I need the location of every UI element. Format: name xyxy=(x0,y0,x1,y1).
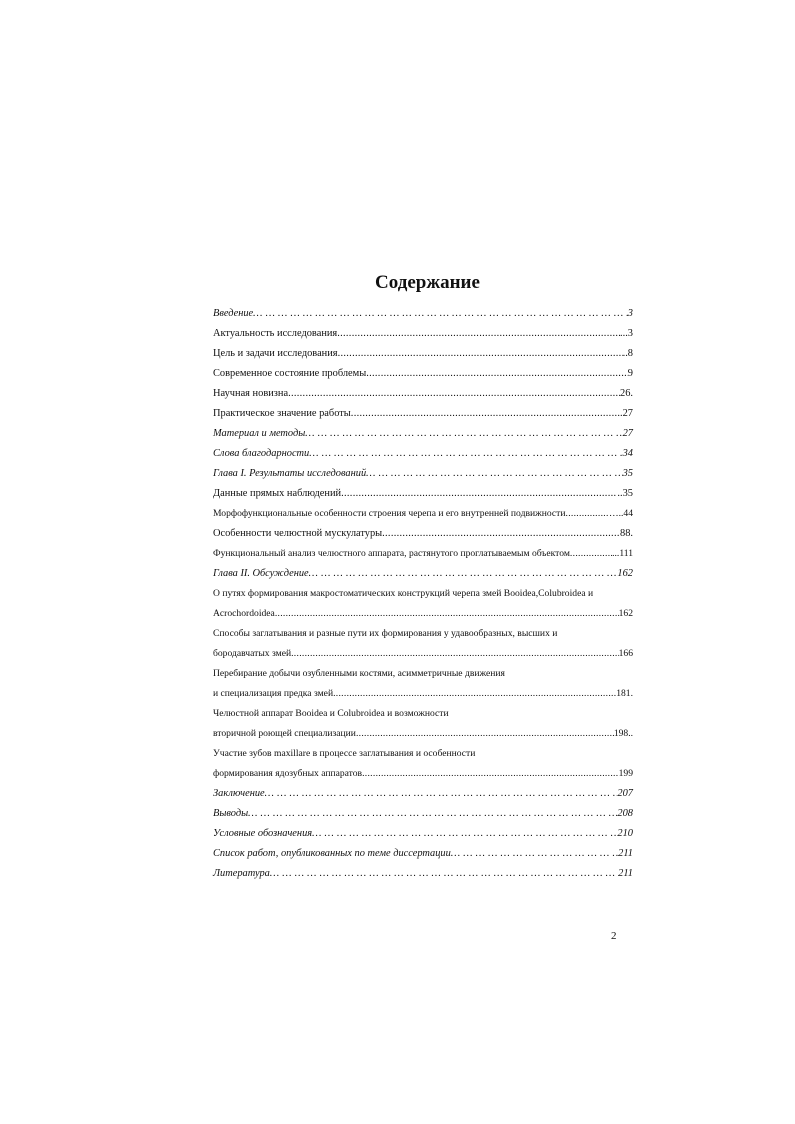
toc-entry-page: 210 xyxy=(617,828,633,839)
toc-leader xyxy=(309,564,618,584)
toc-entry xyxy=(213,504,633,524)
toc-entry xyxy=(213,644,633,664)
toc-entry xyxy=(213,544,633,564)
toc-entry-title: Материал и методы xyxy=(213,428,306,439)
toc-entry-page: 181. xyxy=(616,688,633,699)
toc-entry-title: Список работ, опубликованных по теме диссертации xyxy=(213,848,451,859)
toc-entry-title: Условные обозначения xyxy=(213,828,313,839)
toc-entry xyxy=(213,844,633,864)
toc-entry-title: Актуальность исследования xyxy=(213,328,338,339)
toc-entry-title: вторичной роющей специализации xyxy=(213,728,356,739)
toc-entry xyxy=(213,324,633,344)
toc-entry-title: и специализация предка змей xyxy=(213,688,334,699)
toc-leader xyxy=(309,444,622,464)
toc-entry-page: ...3 xyxy=(620,328,633,339)
toc-entry-title: Введение xyxy=(213,308,254,319)
toc-leader xyxy=(275,604,619,624)
toc-leader xyxy=(338,344,623,364)
toc-leader xyxy=(366,464,622,484)
toc-leader xyxy=(253,304,628,324)
toc-leader xyxy=(366,364,628,384)
toc-entry-title: Заключение xyxy=(213,788,265,799)
page-number: 2 xyxy=(611,930,617,942)
toc-entry-title: Практическое значение работы xyxy=(213,408,351,419)
toc-entry xyxy=(213,384,633,404)
toc-leader xyxy=(291,644,619,664)
toc-entry-page: ..35 xyxy=(617,488,633,499)
toc-entry xyxy=(213,764,633,784)
toc-entry xyxy=(213,404,633,424)
toc-entry xyxy=(213,424,633,444)
toc-entry-page: 9 xyxy=(627,368,633,379)
toc-entry xyxy=(213,484,633,504)
toc-entry-line: Способы заглатывания и разные пути их формирования у удавообразных, высших и xyxy=(213,628,558,639)
toc-entry-page: ..8 xyxy=(622,348,633,359)
toc-entry xyxy=(213,444,633,464)
toc-entry-title: Выводы xyxy=(213,808,249,819)
toc-entry-page: 166 xyxy=(618,648,633,659)
toc-entry-page: 35 xyxy=(622,468,633,479)
toc-leader xyxy=(248,804,617,824)
toc-entry-page: 207 xyxy=(617,788,633,799)
toc-leader xyxy=(382,524,620,544)
toc-entry-line: Перебирание добычи озубленными костями, асимметричные движения xyxy=(213,668,505,679)
toc-entry-page: 26. xyxy=(620,388,633,399)
toc-entry-title: Литература xyxy=(213,868,270,879)
toc-entry xyxy=(213,724,633,744)
toc-leader xyxy=(288,384,620,404)
toc-entry xyxy=(213,304,633,324)
toc-leader xyxy=(451,844,618,864)
toc-entry-page: 208 xyxy=(617,808,633,819)
toc-entry-title: Научная новизна xyxy=(213,388,289,399)
toc-entry-page: ..27 xyxy=(617,408,633,419)
toc-entry xyxy=(213,364,633,384)
toc-entry-title: Acrochordoidea xyxy=(213,608,275,619)
toc-entry xyxy=(213,604,633,624)
toc-entry xyxy=(213,464,633,484)
toc-entry-page: 34 xyxy=(622,448,633,459)
toc-entry-title: Особенности челюстной мускулатуры xyxy=(213,528,383,539)
toc-leader xyxy=(270,864,618,884)
toc-entry xyxy=(213,804,633,824)
toc-leader xyxy=(570,544,612,564)
toc-entry xyxy=(213,824,633,844)
toc-leader xyxy=(351,404,618,424)
toc-entry-page: 198.. xyxy=(613,728,633,739)
toc-entry-title: бородавчатых змей xyxy=(213,648,292,659)
toc-entry-page: 27 xyxy=(622,428,633,439)
toc-entry xyxy=(213,784,633,804)
toc-entry-page: 162 xyxy=(618,608,633,619)
toc-leader xyxy=(265,784,618,804)
toc-entry-page: 211 xyxy=(618,868,633,879)
toc-entry-title: Функциональный анализ челюстного аппарата, растянутого проглатываемым объектом xyxy=(213,548,570,559)
toc-leader xyxy=(312,824,617,844)
toc-entry-page: …..44 xyxy=(609,508,633,519)
toc-entry-title: Слова благодарности xyxy=(213,448,310,459)
page-title: Содержание xyxy=(375,272,480,293)
toc-leader xyxy=(333,684,616,704)
table-of-contents xyxy=(213,304,633,884)
toc-leader xyxy=(362,764,619,784)
toc-entry-line: Челюстной аппарат Booidea и Colubroidea и возможности xyxy=(213,708,449,719)
toc-entry-title: Глава II. Обсуждение xyxy=(213,568,309,579)
toc-entry-page: ...111 xyxy=(612,548,633,559)
toc-leader xyxy=(341,484,617,504)
toc-leader xyxy=(305,424,622,444)
toc-entry xyxy=(213,864,633,884)
toc-entry-page: 211 xyxy=(618,848,633,859)
toc-entry-title: Данные прямых наблюдений xyxy=(213,488,342,499)
toc-leader xyxy=(356,724,614,744)
toc-entry-title: Морфофункциональные особенности строения черепа и его внутренней подвижности xyxy=(213,508,566,519)
toc-entry-page: 3 xyxy=(627,308,633,319)
toc-entry xyxy=(213,564,633,584)
toc-entry-title: Глава I. Результаты исследований xyxy=(213,468,367,479)
toc-entry-title: Цель и задачи исследования xyxy=(213,348,338,359)
toc-entry xyxy=(213,344,633,364)
toc-entry-line: О путях формирования макростоматических конструкций черепа змей Booidea,Colubroidea и xyxy=(213,588,594,599)
toc-entry-page: 199 xyxy=(618,768,633,779)
toc-entry-line: Участие зубов maxillare в процессе заглатывания и особенности xyxy=(213,748,476,759)
toc-entry-page: 162 xyxy=(617,568,633,579)
toc-entry xyxy=(213,524,633,544)
toc-entry-title: Современное состояние проблемы xyxy=(213,368,367,379)
toc-leader xyxy=(337,324,620,344)
toc-leader xyxy=(566,504,610,524)
toc-entry-title: формирования ядозубных аппаратов xyxy=(213,768,363,779)
toc-entry-page: 88. xyxy=(620,528,633,539)
toc-entry xyxy=(213,684,633,704)
